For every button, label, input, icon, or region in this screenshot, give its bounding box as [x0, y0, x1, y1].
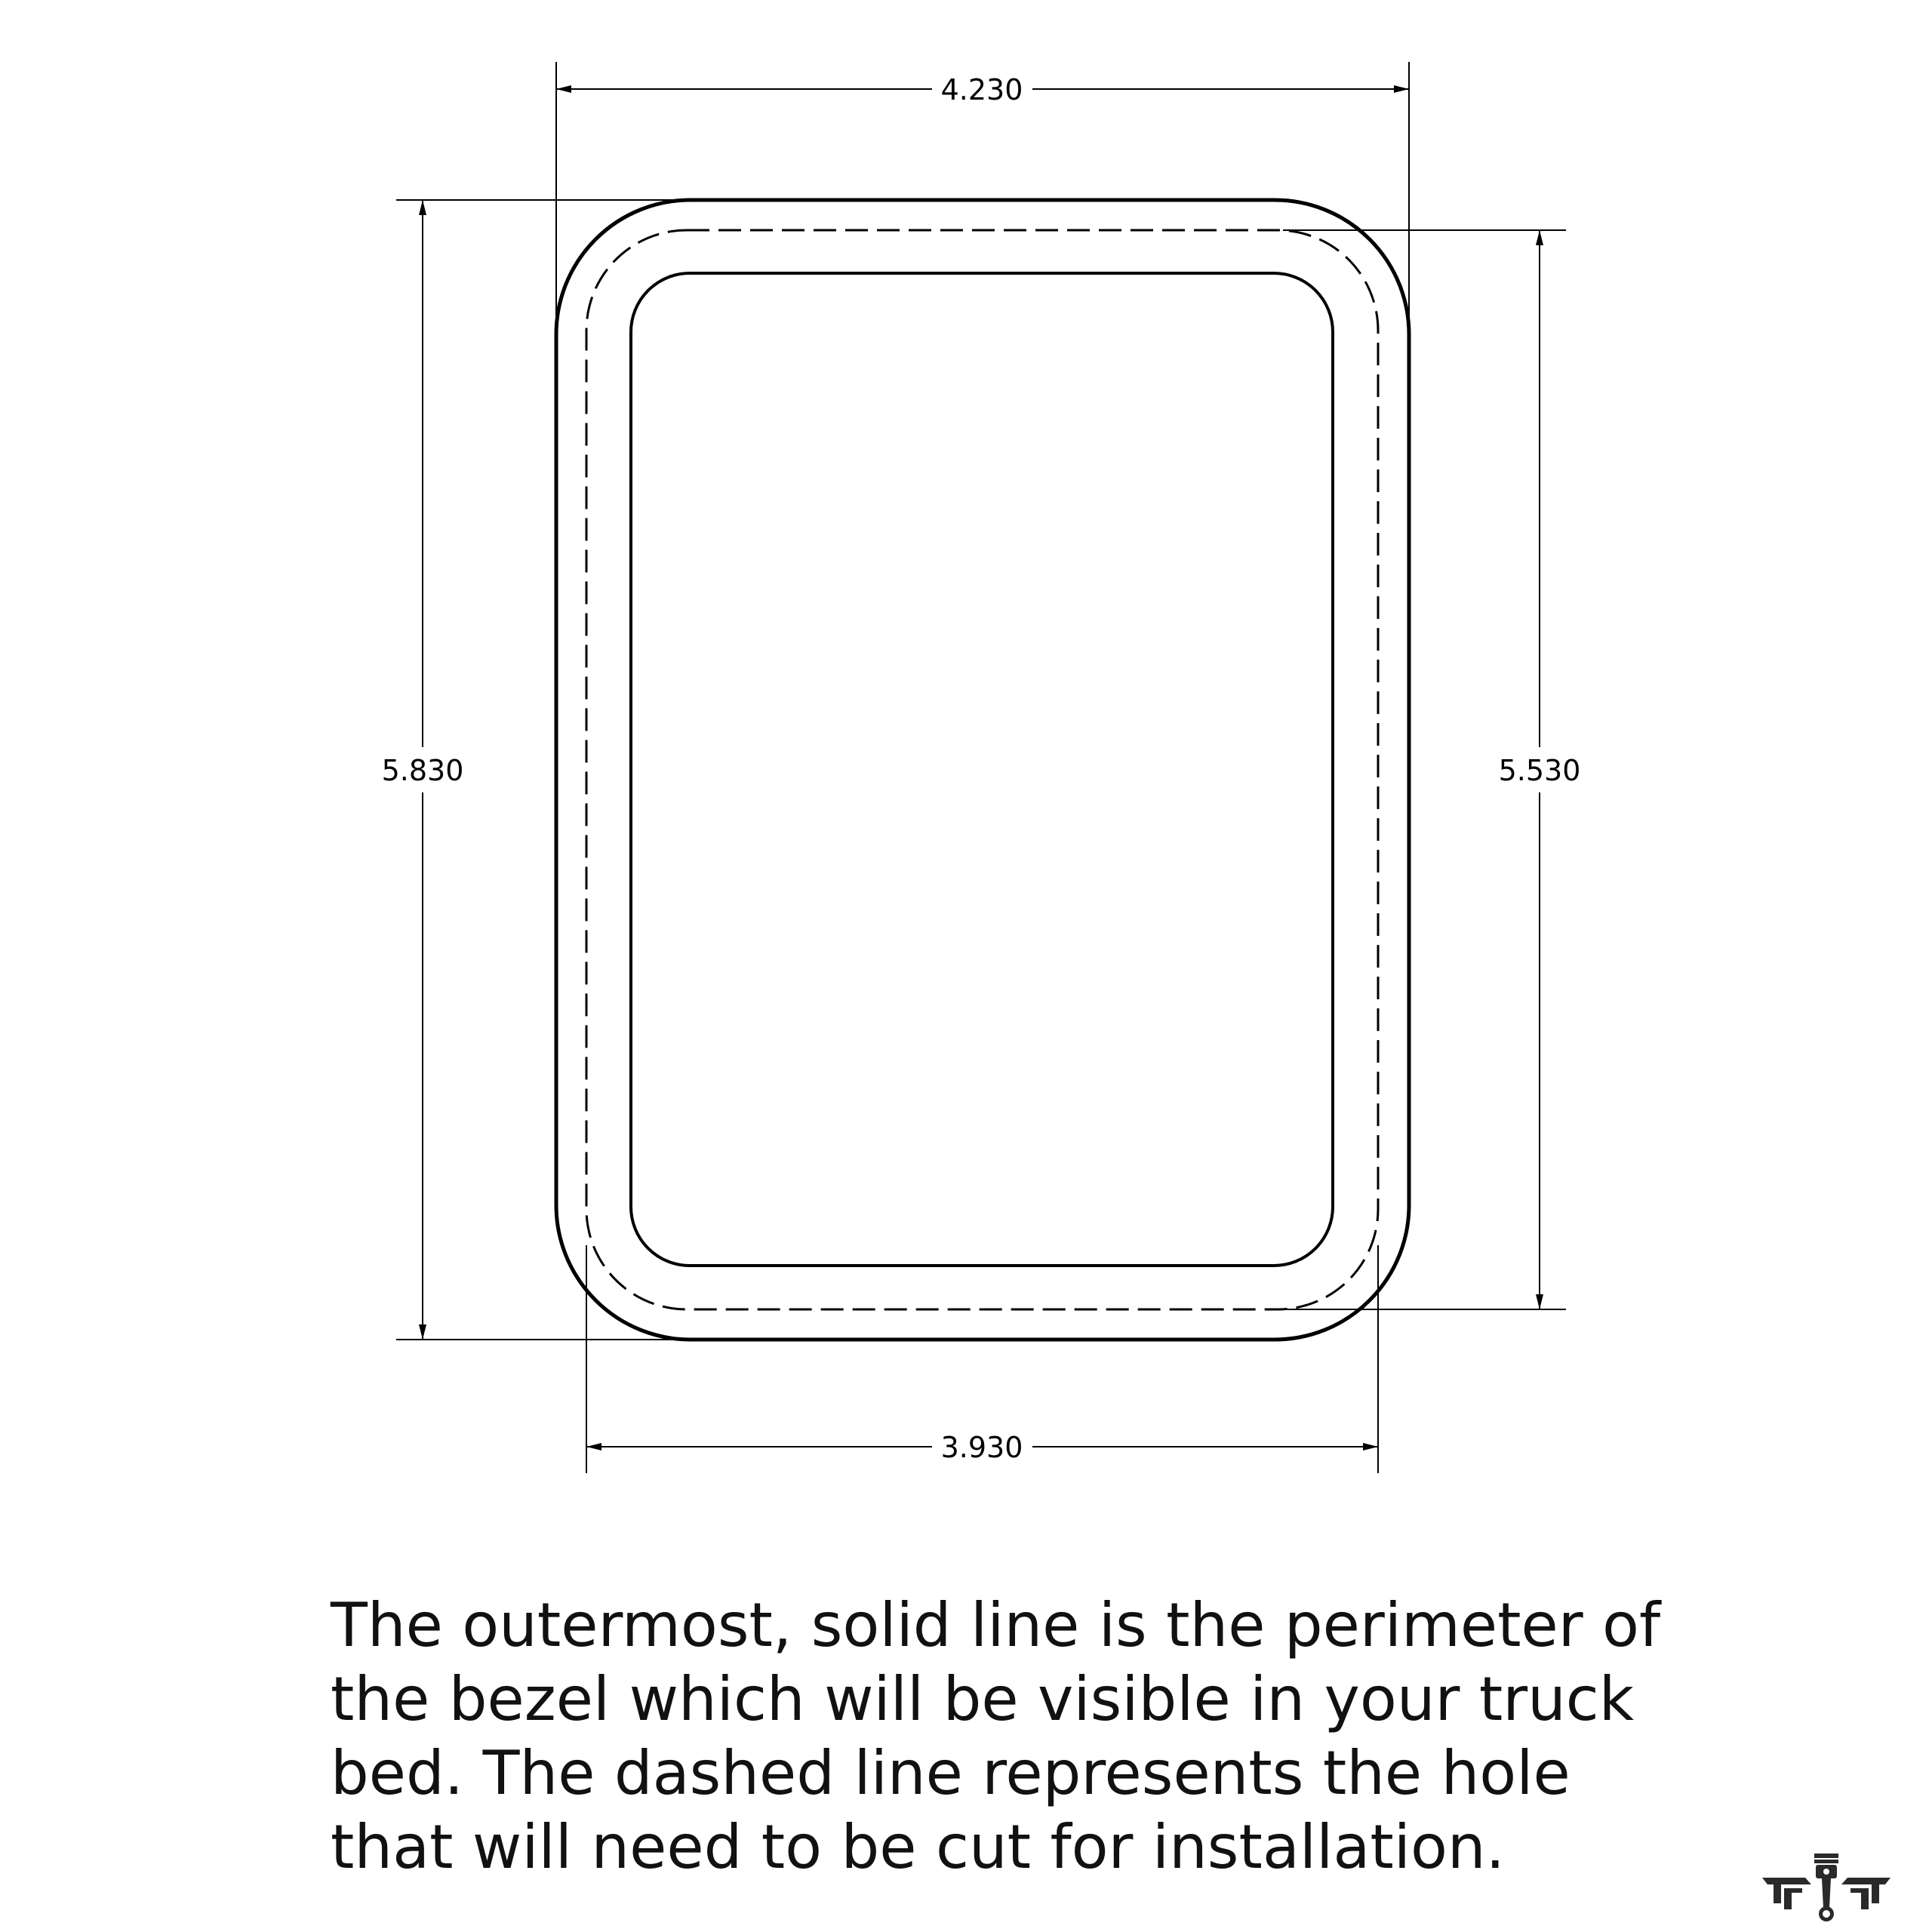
dimension-top-width: 4.230	[940, 73, 1023, 106]
bezel-inner-opening	[631, 273, 1333, 1266]
caption-line: that will need to be cut for installation.	[331, 1812, 1506, 1882]
caption-line: The outermost, solid line is the perimeter of	[331, 1590, 1661, 1660]
cutout-hole-dashed	[586, 230, 1378, 1309]
caption-line: bed. The dashed line represents the hole	[331, 1738, 1571, 1808]
caption-line: the bezel which will be visible in your truck	[331, 1664, 1635, 1734]
dimension-bottom-width: 3.930	[940, 1431, 1023, 1464]
dimension-left-height: 5.830	[381, 754, 464, 787]
instruction-caption	[331, 1589, 1689, 1884]
piston-wings-logo-icon	[1758, 1849, 1894, 1924]
bezel-outer-perimeter	[556, 200, 1409, 1340]
dimension-right-height: 5.530	[1498, 754, 1581, 787]
